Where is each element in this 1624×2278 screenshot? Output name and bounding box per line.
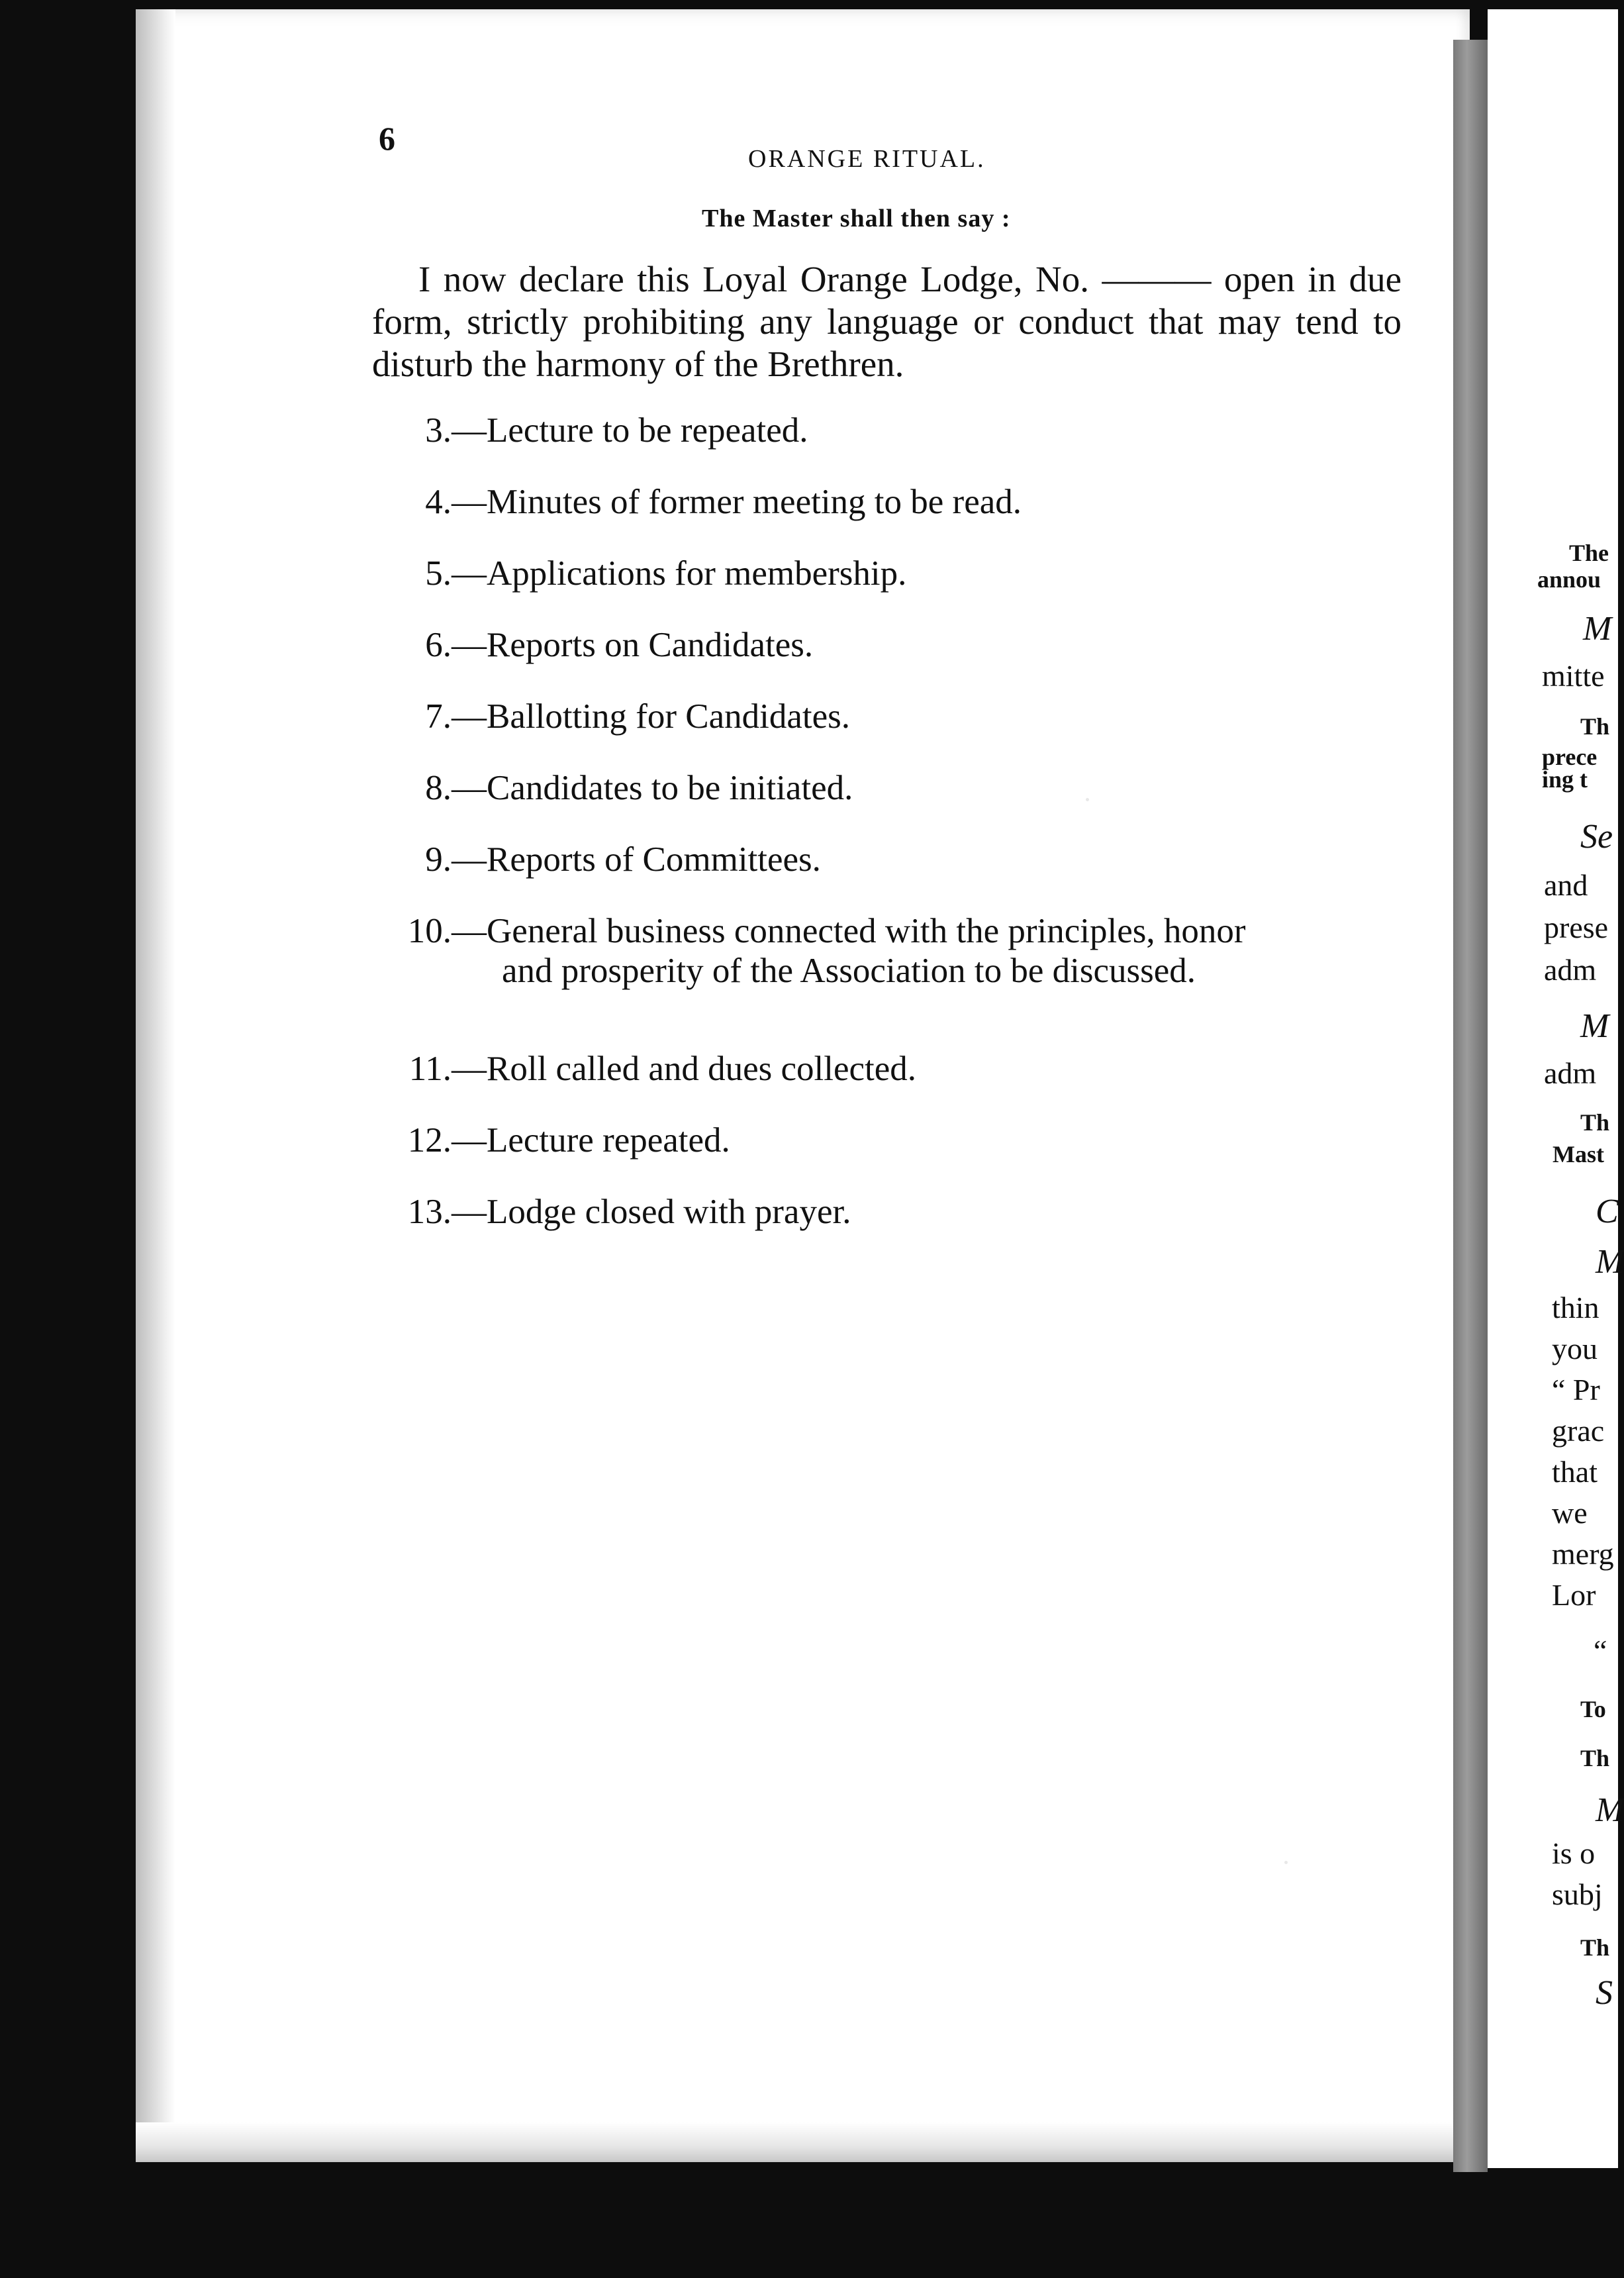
list-item — [384, 768, 853, 808]
item-text: Lecture repeated. — [487, 1121, 730, 1160]
facing-page-fragment: M — [1583, 610, 1612, 648]
facing-page-fragment: Th — [1580, 1109, 1610, 1136]
list-item — [384, 1192, 851, 1232]
facing-page-fragment: Th — [1580, 713, 1610, 740]
item-number: 4.— — [425, 483, 487, 521]
list-item — [384, 1120, 730, 1160]
facing-page-fragment: To — [1580, 1696, 1606, 1722]
item-number: 10.— — [407, 912, 487, 950]
item-continuation: and prosperity of the Association to be discussed. — [502, 952, 1196, 990]
facing-page-fragment: M — [1596, 1791, 1624, 1829]
list-item — [384, 554, 906, 593]
facing-page-fragment: annou — [1537, 566, 1601, 593]
facing-page-fragment: S — [1596, 1974, 1613, 2012]
facing-page-fragment: subj — [1552, 1877, 1603, 1911]
item-number: 9.— — [425, 840, 487, 879]
item-number: 11.— — [408, 1050, 487, 1088]
facing-page-fragment: we — [1552, 1496, 1588, 1530]
facing-page-fragment: you — [1552, 1332, 1598, 1365]
item-text: Lecture to be repeated. — [487, 411, 808, 450]
list-item — [384, 911, 1246, 990]
page-edge-shadow — [136, 9, 175, 2161]
facing-page-fragment: The — [1569, 540, 1609, 566]
facing-page-fragment: M — [1580, 1007, 1609, 1045]
running-head: ORANGE RITUAL. — [748, 145, 986, 173]
item-text: Applications for membership. — [487, 554, 907, 593]
rubric-instruction: The Master shall then say : — [702, 205, 1011, 232]
facing-page-fragment: and — [1544, 868, 1588, 902]
paper-speck — [1284, 1861, 1288, 1864]
item-number: 12.— — [407, 1121, 487, 1160]
item-number: 5.— — [425, 554, 487, 593]
item-text: General business connected with the principles, honor — [487, 912, 1246, 950]
item-number: 13.— — [407, 1193, 487, 1231]
facing-page-fragment: ing t — [1542, 766, 1588, 793]
item-number: 8.— — [425, 769, 487, 807]
facing-page-fragment: prece — [1542, 744, 1598, 770]
facing-page-fragment: grac — [1552, 1414, 1605, 1448]
list-item — [384, 840, 821, 879]
item-number: 7.— — [425, 697, 487, 736]
list-item — [384, 625, 813, 665]
facing-page-fragment: thin — [1552, 1291, 1600, 1324]
list-item — [384, 1049, 916, 1089]
list-item — [384, 697, 850, 736]
facing-page-fragment: Mast — [1552, 1141, 1604, 1167]
list-item — [384, 482, 1022, 522]
facing-page — [1488, 9, 1624, 2168]
paper-speck — [1086, 798, 1089, 801]
facing-page-fragment: Th — [1580, 1745, 1610, 1771]
facing-page-fragment: “ Pr — [1552, 1373, 1600, 1407]
item-number: 3.— — [425, 411, 487, 450]
facing-page-fragment: “ — [1594, 1634, 1607, 1667]
book-gutter — [1453, 40, 1488, 2172]
item-text: Reports of Committees. — [487, 840, 821, 879]
facing-page-fragment: prese — [1544, 911, 1609, 944]
page-number: 6 — [379, 120, 395, 157]
list-item — [384, 411, 808, 450]
item-text: Minutes of former meeting to be read. — [487, 483, 1022, 521]
facing-page-fragment: merg — [1552, 1537, 1614, 1571]
facing-page-fragment: Se — [1580, 818, 1613, 856]
facing-page-fragment: mitte — [1542, 659, 1605, 693]
facing-page-fragment: is o — [1552, 1836, 1596, 1870]
facing-page-fragment: adm — [1544, 953, 1597, 987]
facing-page-fragment: adm — [1544, 1056, 1597, 1090]
facing-page-fragment: C — [1596, 1193, 1619, 1230]
item-text: Ballotting for Candidates. — [487, 697, 851, 736]
facing-page-fragment: Th — [1580, 1934, 1610, 1961]
item-text: Candidates to be initiated. — [487, 769, 853, 807]
item-text: Reports on Candidates. — [487, 626, 814, 664]
facing-page-fragment: M — [1596, 1243, 1624, 1281]
facing-page-fragment: that — [1552, 1455, 1598, 1489]
item-number: 6.— — [425, 626, 487, 664]
item-text: Lodge closed with prayer. — [487, 1193, 851, 1231]
declaration-paragraph: I now declare this Loyal Orange Lodge, No. ——— open in due form, strictly prohibiting any language or conduct that may tend to disturb the harmony of the Brethren. — [372, 259, 1402, 384]
page-bottom-shadow — [136, 2122, 1470, 2162]
item-text: Roll called and dues collected. — [487, 1050, 917, 1088]
facing-page-fragment: Lor — [1552, 1578, 1596, 1612]
